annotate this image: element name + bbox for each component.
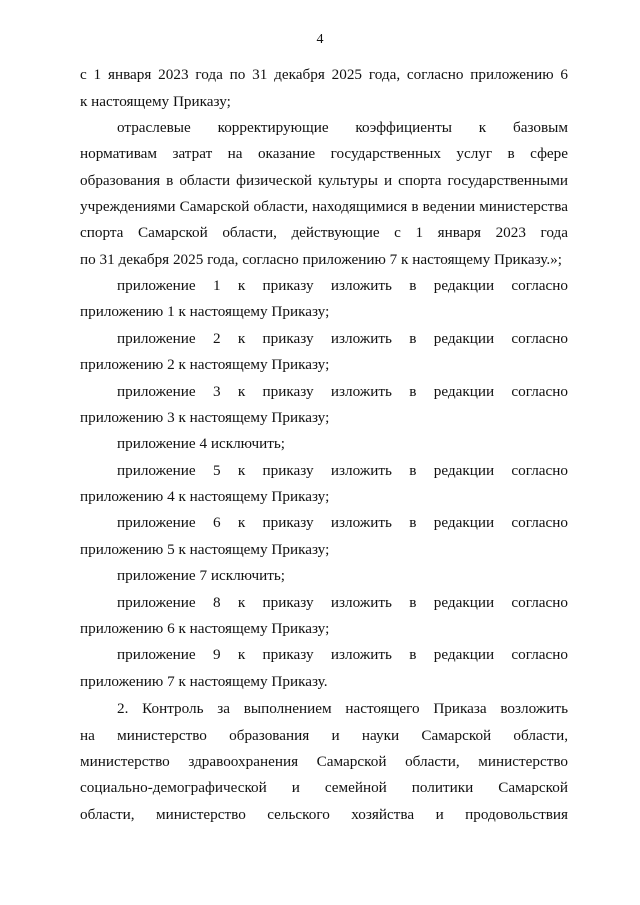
text-line: приложение 4 исключить; [117, 435, 286, 452]
text-line: по 31 декабря 2025 года, согласно приложению 7 к настоящему Приказу.»; [80, 251, 562, 268]
page-number: 4 [316, 32, 324, 47]
text-line: приложение 8 к приказу изложить в редакции согласно [117, 594, 568, 611]
text-line: приложение 5 к приказу изложить в редакции согласно [117, 462, 568, 479]
text-line: на министерство образования и науки Самарской области, [80, 727, 568, 744]
text-line: нормативам затрат на оказание государственных услуг в сфере [80, 145, 568, 162]
text-line: приложение 6 к приказу изложить в редакции согласно [117, 514, 568, 531]
text-line: приложению 1 к настоящему Приказу; [80, 303, 330, 320]
text-line: к настоящему Приказу; [80, 93, 231, 110]
text-line: 2. Контроль за выполнением настоящего Приказа возложить [117, 700, 568, 717]
text-line: приложению 5 к настоящему Приказу; [80, 541, 330, 558]
text-line: учреждениями Самарской области, находящимися в ведении министерства [80, 198, 568, 215]
text-line: социально-демографической и семейной политики Самарской [80, 779, 568, 796]
text-line: приложение 9 к приказу изложить в редакции согласно [117, 646, 568, 663]
text-line: с 1 января 2023 года по 31 декабря 2025 года, согласно приложению 6 [80, 66, 568, 83]
text-line: приложению 6 к настоящему Приказу; [80, 620, 330, 637]
text-line: образования в области физической культуры и спорта государственными [80, 172, 568, 189]
text-line: приложению 3 к настоящему Приказу; [80, 409, 330, 426]
text-line: спорта Самарской области, действующие с 1 января 2023 года [80, 224, 568, 241]
text-line: приложение 2 к приказу изложить в редакции согласно [117, 330, 568, 347]
text-line: приложение 7 исключить; [117, 567, 286, 584]
text-line: приложению 2 к настоящему Приказу; [80, 356, 330, 373]
text-line: приложение 3 к приказу изложить в редакции согласно [117, 383, 568, 400]
text-line: отраслевые корректирующие коэффициенты к базовым [117, 119, 568, 136]
text-line: приложению 7 к настоящему Приказу. [80, 673, 328, 690]
text-line: министерство здравоохранения Самарской области, министерство [80, 753, 568, 770]
text-line: области, министерство сельского хозяйства и продовольствия [80, 806, 568, 823]
text-line: приложению 4 к настоящему Приказу; [80, 488, 330, 505]
text-line: приложение 1 к приказу изложить в редакции согласно [117, 277, 568, 294]
